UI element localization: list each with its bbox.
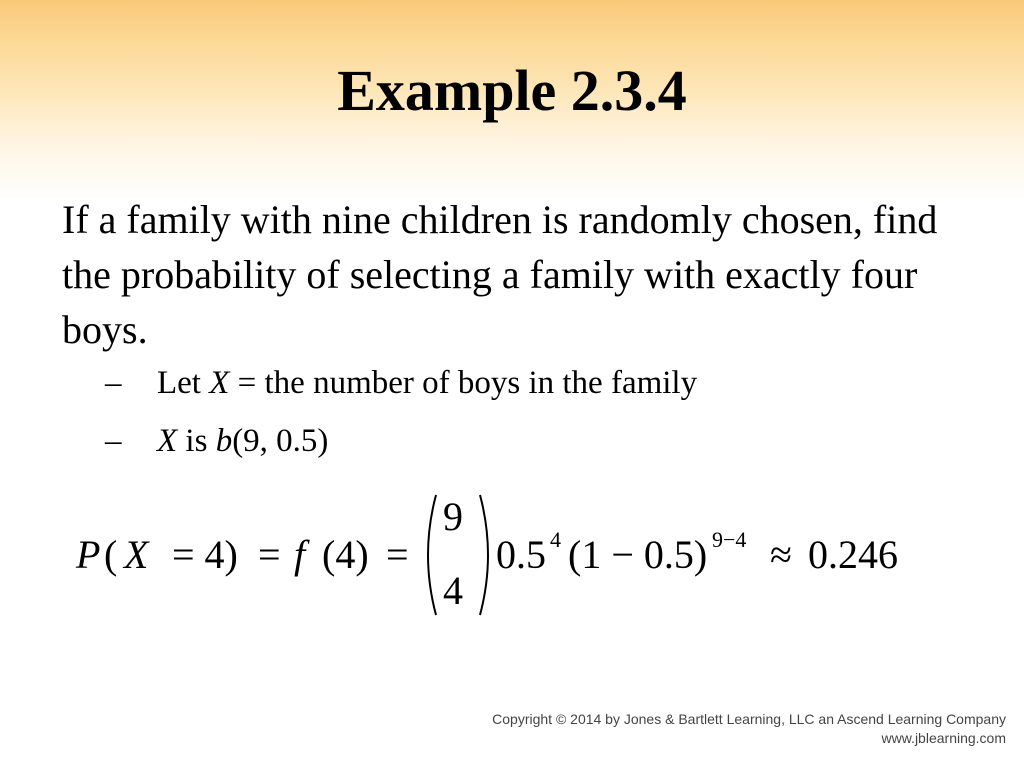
formula-result: 0.246 (808, 532, 898, 577)
problem-statement: If a family with nine children is randomly chosen, find the probability of selecting a family with exactly four boys. (62, 197, 938, 352)
copyright-text: Copyright © 2014 by Jones & Bartlett Learning, LLC an Ascend Learning Company (492, 711, 1006, 727)
binomial-function: b (215, 423, 233, 459)
bullet-text-mid: is (177, 423, 216, 459)
bullet-let-x (105, 367, 697, 400)
binomial-bottom: 4 (443, 568, 463, 613)
variable-x: X (209, 365, 230, 401)
formula-lparen: ( (104, 532, 118, 577)
formula-equals-1: = (258, 532, 281, 577)
formula-x: X (124, 532, 149, 577)
bullet-x-distribution (105, 425, 328, 458)
bullet-dash: – (105, 365, 122, 401)
formula-approx: ≈ (770, 532, 792, 577)
bullet-text-suffix: = the number of boys in the family (229, 365, 698, 401)
formula-factor: (1 − 0.5) (568, 532, 708, 577)
formula-exponent-1: 4 (550, 527, 561, 552)
bullet-dash: – (105, 423, 122, 459)
binomial-args: (9, 0.5) (232, 423, 329, 459)
website-link: www.jblearning.com (881, 730, 1006, 746)
formula-f-arg: (4) (322, 532, 369, 577)
slide-title: Example 2.3.4 (337, 58, 687, 123)
formula-p: P (76, 532, 101, 577)
copyright-footer (492, 710, 1006, 748)
formula-exponent-2: 9−4 (712, 527, 747, 552)
formula-equals-2: = (386, 532, 409, 577)
probability-formula (76, 485, 936, 625)
formula-f: f (294, 532, 306, 577)
formula-eq-four: = 4) (172, 532, 238, 577)
bullet-text-prefix: Let (157, 365, 210, 401)
formula-base: 0.5 (496, 532, 546, 577)
variable-x: X (157, 423, 178, 459)
binomial-top: 9 (443, 494, 463, 539)
